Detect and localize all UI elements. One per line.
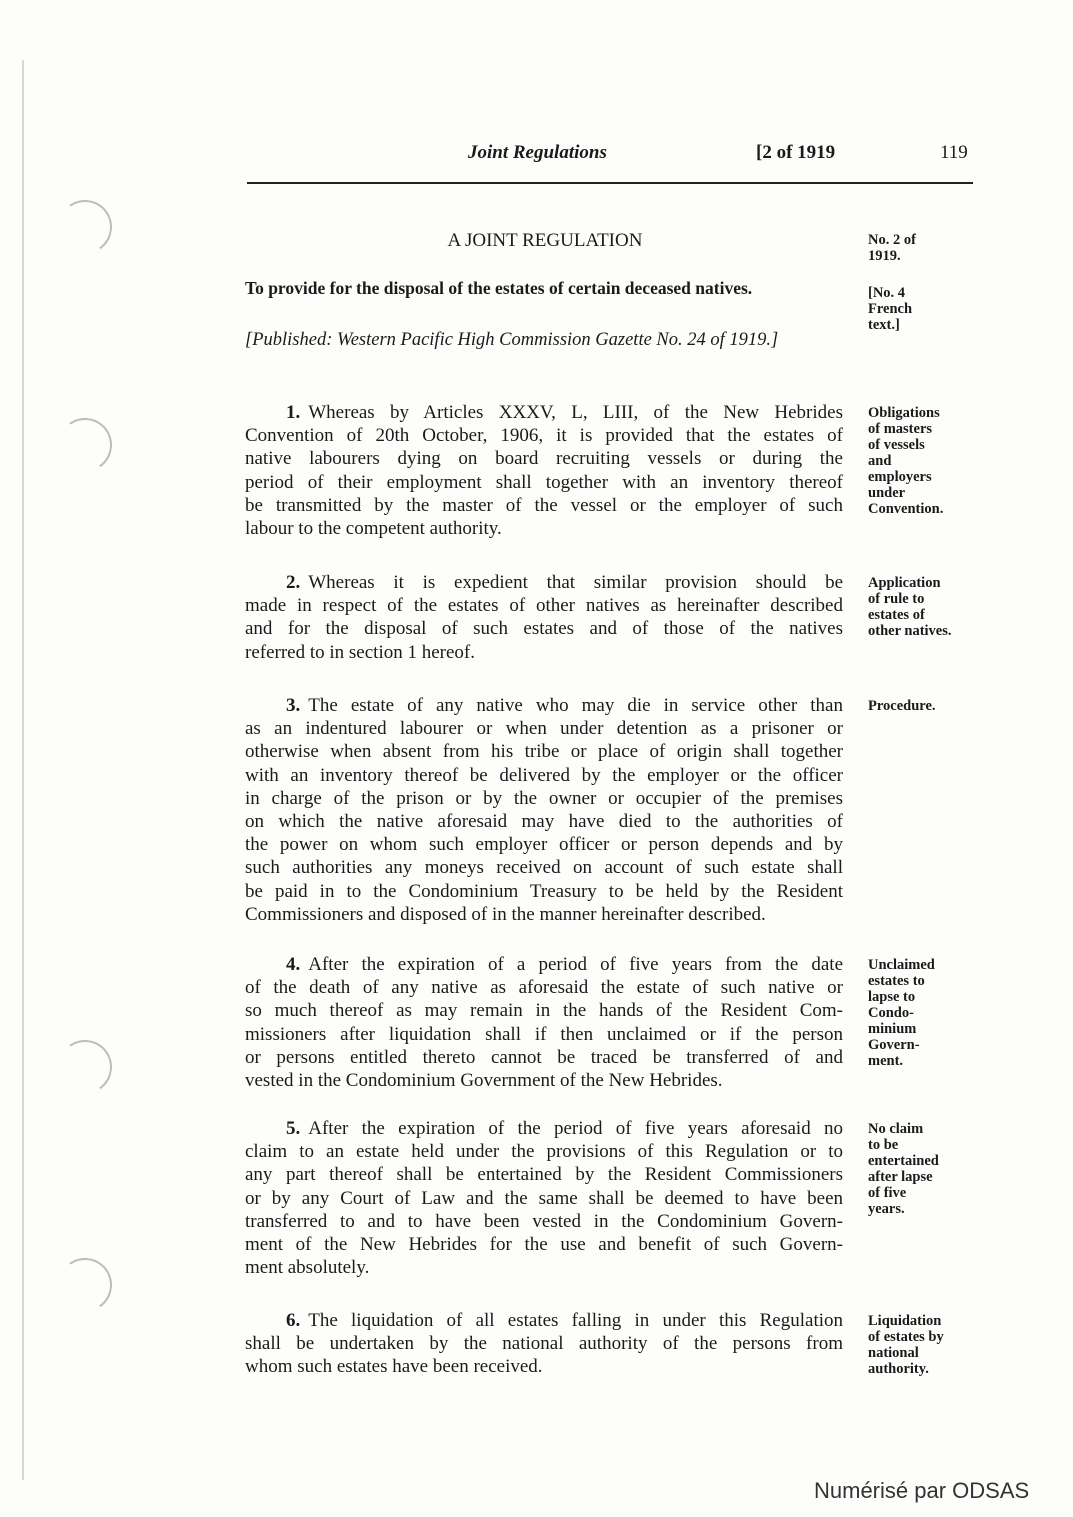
margin-note-line: Obligations xyxy=(868,405,940,421)
section-text: After the expiration of a period of five years from the date xyxy=(308,954,843,975)
margin-note-line: employers xyxy=(868,469,932,485)
section-line xyxy=(245,976,843,999)
section-text: on which the native aforesaid may have died to the authorities of xyxy=(245,811,843,832)
margin-note-line: Convention. xyxy=(868,501,944,517)
section-line xyxy=(245,617,843,640)
section-text: After the expiration of the period of five years aforesaid no xyxy=(308,1118,843,1139)
section-number: 3. xyxy=(286,695,301,716)
section-line xyxy=(245,856,843,879)
margin-note-line: after lapse xyxy=(868,1169,933,1185)
section-text: labour to the competent authority. xyxy=(245,518,502,539)
margin-note-line: of masters xyxy=(868,421,933,437)
section-number: 4. xyxy=(286,954,301,975)
margin-note-line: minium xyxy=(868,1021,917,1037)
digitization-credit: Numérisé par ODSAS xyxy=(814,1478,1030,1503)
margin-note-line: ment. xyxy=(868,1053,904,1069)
section-line xyxy=(245,1163,843,1186)
section-text: and for the disposal of such estates and of those of the natives xyxy=(245,618,843,639)
section-text: vested in the Condominium Government of the New Hebrides. xyxy=(245,1070,723,1091)
margin-note-line: estates of xyxy=(868,607,925,623)
section-line xyxy=(286,401,843,424)
section-line xyxy=(245,471,843,494)
margin-note-line: estates to xyxy=(868,973,925,989)
section-line xyxy=(245,1210,843,1233)
punch-hole xyxy=(54,196,117,259)
section-line xyxy=(245,1187,843,1210)
margin-note-line: 1919. xyxy=(868,248,901,264)
section-line xyxy=(245,833,843,856)
section-line xyxy=(286,1309,843,1332)
section-text: so much thereof as may remain in the hands of the Resident Com- xyxy=(245,1000,843,1021)
section-line xyxy=(245,1023,843,1046)
section-line xyxy=(245,764,843,787)
section-line xyxy=(245,1069,843,1092)
margin-note-line: Condo- xyxy=(868,1005,914,1021)
section-text: Commissioners and disposed of in the manner hereinafter described. xyxy=(245,904,766,925)
margin-note-line: text.] xyxy=(868,317,900,333)
section-line xyxy=(245,1355,843,1378)
section-text: ment of the New Hebrides for the use and benefit of such Govern- xyxy=(245,1234,843,1255)
publication-note: [Published: Western Pacific High Commission Gazette No. 24 of 1919.] xyxy=(245,330,779,350)
margin-note-line: lapse to xyxy=(868,989,916,1005)
header-rule xyxy=(247,182,973,184)
section-text: any part thereof shall be entertained by the Resident Commissioners xyxy=(245,1164,843,1185)
margin-note-line: [No. 4 xyxy=(868,285,906,301)
section-text: or by any Court of Law and the same shall be deemed to have been xyxy=(245,1188,843,1209)
punch-hole xyxy=(54,1254,117,1317)
section-text: whom such estates have been received. xyxy=(245,1356,543,1377)
margin-note-line: Liquidation xyxy=(868,1313,942,1329)
section-text: ment absolutely. xyxy=(245,1257,370,1278)
punch-hole xyxy=(54,414,117,477)
margin-note-line: of vessels xyxy=(868,437,925,453)
section-text: transferred to and to have been vested in the Condominium Govern- xyxy=(245,1211,843,1232)
section-text: otherwise when absent from his tribe or place of origin shall together xyxy=(245,741,843,762)
section-line xyxy=(245,810,843,833)
section-text: missioners after liquidation shall if then unclaimed or if the person xyxy=(245,1024,843,1045)
section-line xyxy=(245,1256,843,1279)
section-line xyxy=(245,1140,843,1163)
section-line xyxy=(245,447,843,470)
section-line xyxy=(286,953,843,976)
section-line xyxy=(286,571,843,594)
section-text: referred to in section 1 hereof. xyxy=(245,642,476,663)
section-line xyxy=(245,517,843,540)
margin-note-line: French xyxy=(868,301,913,317)
section-text: The liquidation of all estates falling in under this Regulation xyxy=(308,1310,843,1331)
section-number: 6. xyxy=(286,1310,301,1331)
margin-note-line: of rule to xyxy=(868,591,925,607)
section-text: in charge of the prison or by the owner or occupier of the premises xyxy=(245,788,843,809)
section-text: of the death of any native as aforesaid the estate of such native or xyxy=(245,977,843,998)
section-line xyxy=(245,787,843,810)
section-text: The estate of any native who may die in service other than xyxy=(308,695,843,716)
section-number: 2. xyxy=(286,572,301,593)
margin-note-line: Govern- xyxy=(868,1037,920,1053)
section-text: claim to an estate held under the provisions of this Regulation or to xyxy=(245,1141,843,1162)
margin-note-line: authority. xyxy=(868,1361,929,1377)
act-reference: [2 of 1919 xyxy=(756,142,836,163)
section-line xyxy=(245,999,843,1022)
document-subtitle: To provide for the disposal of the estates of certain deceased natives. xyxy=(245,278,753,298)
margin-note-line: Unclaimed xyxy=(868,957,935,973)
section-line xyxy=(245,424,843,447)
section-text: such authorities any moneys received on account of such estate shall xyxy=(245,857,843,878)
section-text: the power on whom such employer officer or person depends and by xyxy=(245,834,843,855)
margin-note-line: of five xyxy=(868,1185,907,1201)
margin-note-line: No. 2 of xyxy=(868,232,916,248)
punch-hole xyxy=(54,1036,117,1099)
page-number: 119 xyxy=(940,142,968,163)
margin-note-line: of estates by xyxy=(868,1329,944,1345)
section-text: native labourers dying on board recruiting vessels or during the xyxy=(245,448,843,469)
section-text: Convention of 20th October, 1906, it is provided that the estates of xyxy=(245,425,843,446)
running-title: Joint Regulations xyxy=(468,142,607,163)
section-line xyxy=(245,641,843,664)
section-text: Whereas by Articles XXXV, L, LIII, of the New Hebrides xyxy=(308,402,843,423)
margin-note-line: national xyxy=(868,1345,919,1361)
section-text: period of their employment shall together with an inventory thereof xyxy=(245,472,843,493)
document-title: A JOINT REGULATION xyxy=(447,230,643,251)
margin-note-line: Application xyxy=(868,575,941,591)
section-line xyxy=(245,494,843,517)
section-number: 1. xyxy=(286,402,301,423)
margin-note-line: and xyxy=(868,453,892,469)
section-line xyxy=(245,1233,843,1256)
margin-note-line: under xyxy=(868,485,906,501)
section-text: with an inventory thereof be delivered by the employer or the officer xyxy=(245,765,843,786)
margin-note-line: years. xyxy=(868,1201,905,1217)
section-text: as an indentured labourer or when under detention as a prisoner or xyxy=(245,718,843,739)
margin-note-line: No claim xyxy=(868,1121,924,1137)
margin-note-line: to be xyxy=(868,1137,899,1153)
section-line xyxy=(245,903,843,926)
section-line xyxy=(245,1046,843,1069)
section-text: made in respect of the estates of other natives as hereinafter described xyxy=(245,595,843,616)
section-line xyxy=(286,1117,843,1140)
page-edge xyxy=(22,60,24,1480)
section-line xyxy=(245,594,843,617)
section-text: be transmitted by the master of the vessel or the employer of such xyxy=(245,495,843,516)
section-line xyxy=(245,1332,843,1355)
section-text: Whereas it is expedient that similar provision should be xyxy=(308,572,843,593)
section-line xyxy=(245,740,843,763)
margin-note-line: entertained xyxy=(868,1153,939,1169)
section-line xyxy=(245,880,843,903)
section-number: 5. xyxy=(286,1118,301,1139)
margin-note-line: Procedure. xyxy=(868,698,936,714)
section-text: shall be undertaken by the national authority of the persons from xyxy=(245,1333,843,1354)
section-line xyxy=(245,717,843,740)
section-text: or persons entitled thereto cannot be traced be transferred of and xyxy=(245,1047,843,1068)
section-line xyxy=(286,694,843,717)
section-text: be paid in to the Condominium Treasury to be held by the Resident xyxy=(245,881,843,902)
margin-note-line: other natives. xyxy=(868,623,952,639)
